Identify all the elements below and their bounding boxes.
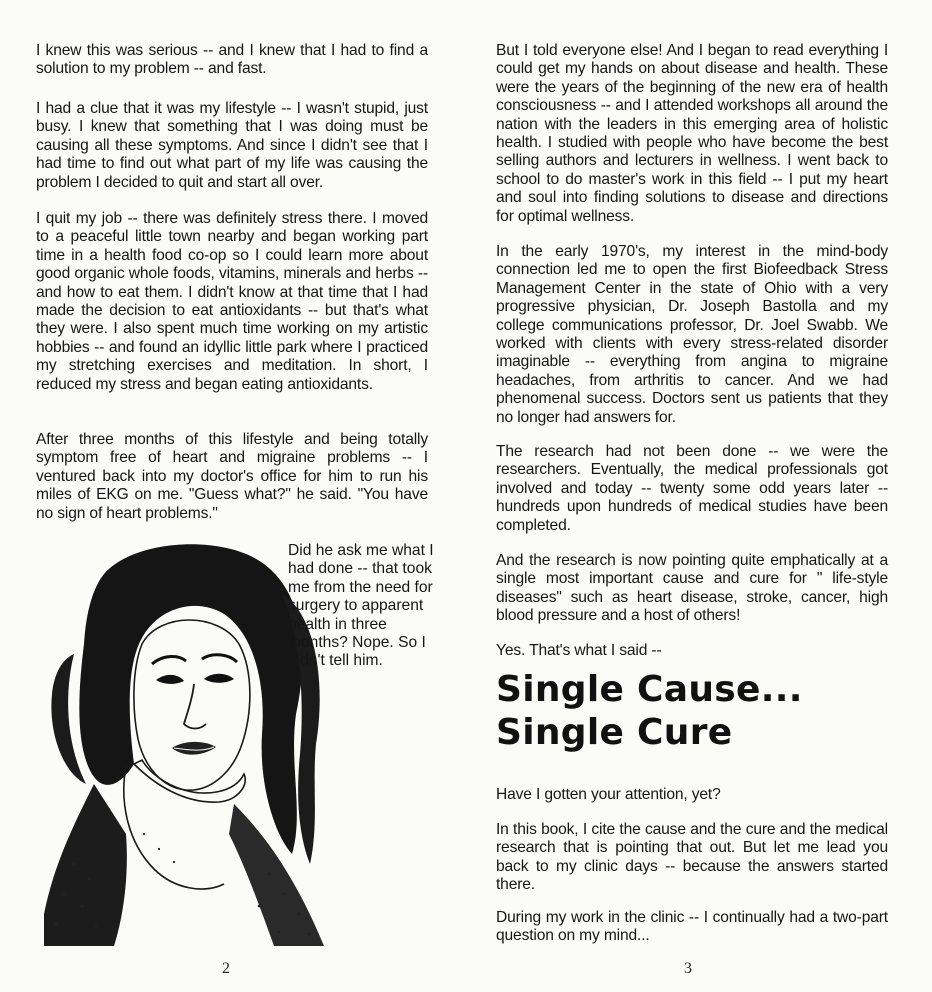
paragraph-1: I knew this was serious -- and I knew that I had to find a solution to my problem -- and fast. [36, 42, 428, 78]
paragraph-4: And the research is now pointing quite emphatically at a single most important cause and cure for " life-style diseases" such as heart disease, stroke, cancer, high blood pressure and a host of others! [496, 552, 888, 625]
headline-line-1: Single Cause... [496, 669, 803, 710]
paragraph-4: After three months of this lifestyle and being totally symptom free of heart and migraine problems -- I ventured back into my doctor's office for him to run his miles of EKG on me. "Guess what?" he said. "You have no sign of heart problems." [36, 431, 428, 522]
paragraph-6: Have I gotten your attention, yet? [496, 786, 721, 803]
wrap-text: Did he ask me what I had done -- that took me from the need for surgery to apparent health in three months? Nope. So I didn't tell him. [288, 542, 434, 670]
headline-line-2: Single Cure [496, 712, 733, 753]
page-number: 2 [222, 960, 230, 977]
page-number: 3 [684, 960, 692, 977]
paragraph-1: But I told everyone else! And I began to read everything I could get my hands on about disease and health. These were the years of the beginning of the new era of health consciousness -- and I attended workshops all around the nation with the leaders in this emerging area of holistic health. I studied with people who have become the best selling authors and lecturers in wellness. I went back to school to do master's work in this field -- I put my heart and soul into finding solutions to disease and directions for optimal wellness. [496, 42, 888, 225]
paragraph-5: Yes. That's what I said -- [496, 642, 662, 659]
right-page [466, 0, 932, 992]
paragraph-8: During my work in the clinic -- I continually had a two-part question on my mind... [496, 909, 888, 945]
paragraph-7: In this book, I cite the cause and the cure and the medical research that is pointing that out. But let me lead you back to my clinic days -- because the answers started there. [496, 821, 888, 894]
paragraph-2: In the early 1970's, my interest in the mind-body connection led me to open the first Biofeedback Stress Management Center in the state of Ohio with a very progressive physician, Dr. Joseph Bastolla and my college communications professor, Dr. Joel Swabb. We worked with clients with every stress-related disorder imaginable -- everything from angina to migraine headaches, from arthritis to cancer. And we had phenomenal success. Doctors sent us patients that they no longer had answers for. [496, 243, 888, 426]
paragraph-3: I quit my job -- there was definitely stress there. I moved to a peaceful little town nearby and began working part time in a health food co-op so I could learn more about good organic whole foods, vitamins, minerals and herbs -- and how to eat them. I didn't know at that time that I had made the decision to eat antioxidants -- but that's what they were. I also spent much time working on my artistic hobbies -- and found an idyllic little park where I practiced my stretching exercises and meditation. In short, I reduced my stress and began eating antioxidants. [36, 210, 428, 393]
paragraph-2: I had a clue that it was my lifestyle -- I wasn't stupid, just busy. I knew that something that I was doing must be causing all these symptoms. And since I didn't see that I had time to find out what part of my life was causing the problem I decided to quit and start all over. [36, 100, 428, 191]
paragraph-3: The research had not been done -- we were the researchers. Eventually, the medical professionals got involved and today -- twenty some odd years later -- hundreds upon hundreds of medical studies have been completed. [496, 443, 888, 534]
